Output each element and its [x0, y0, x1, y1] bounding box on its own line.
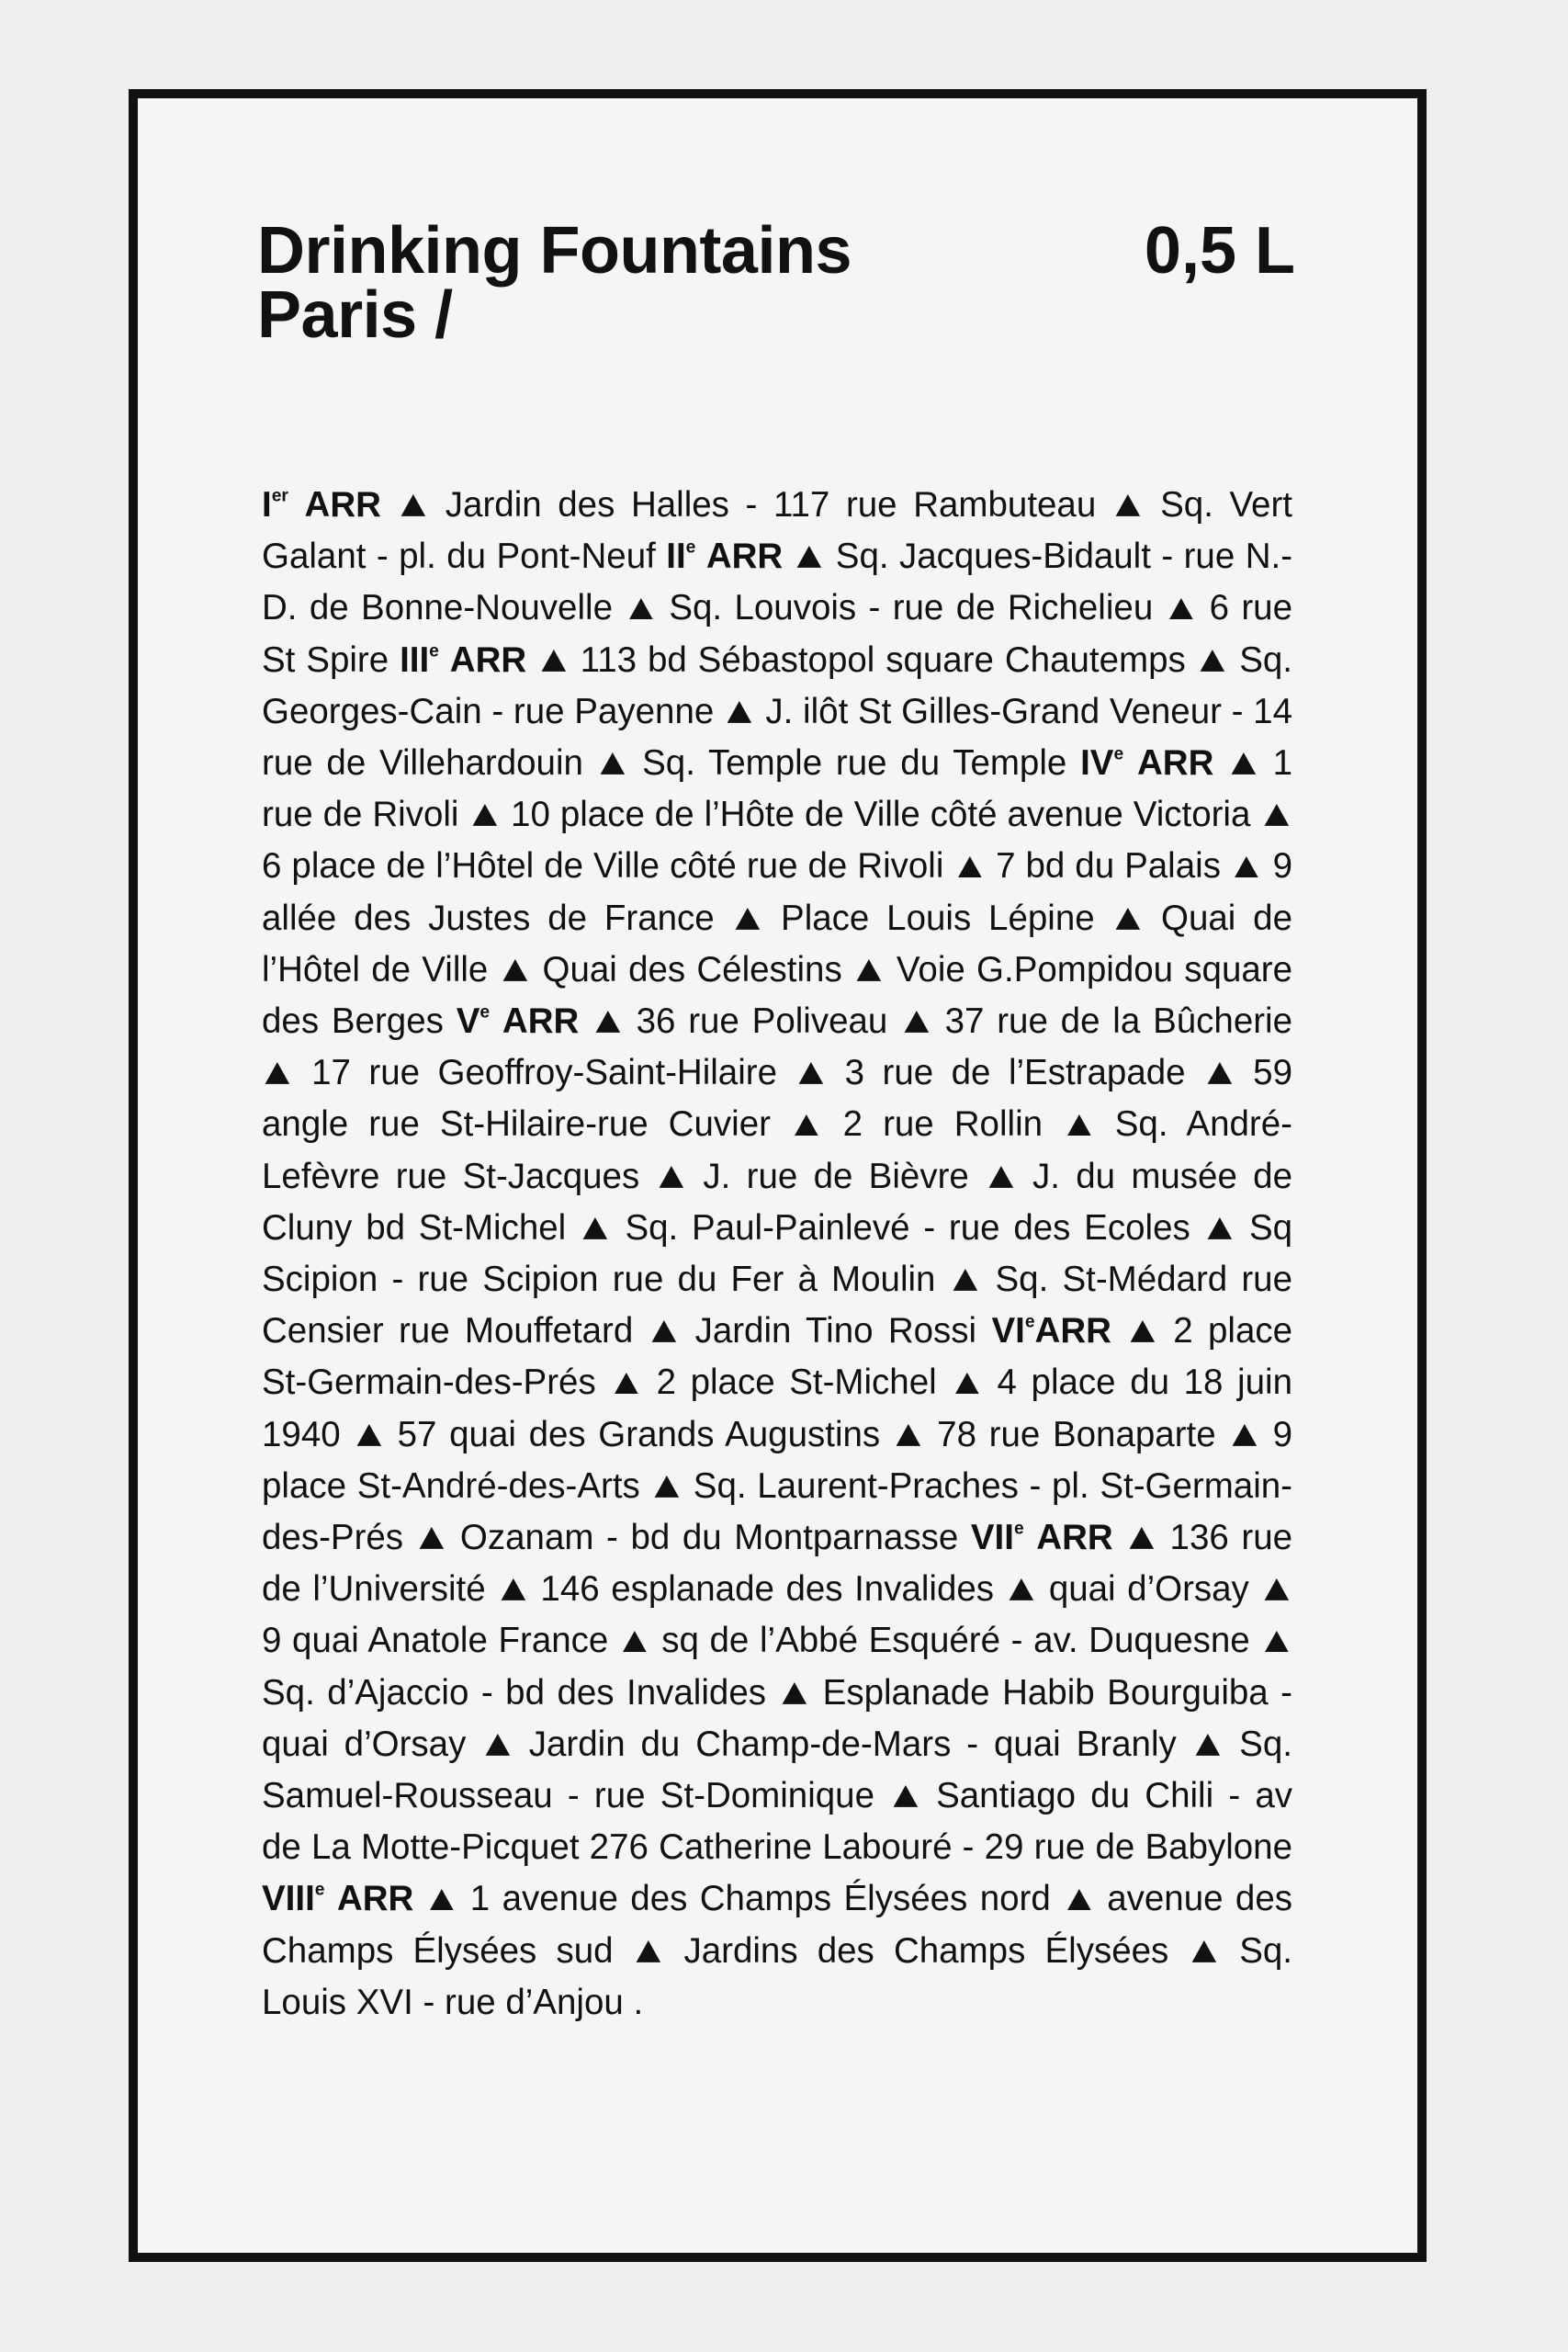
triangle-icon	[950, 1254, 982, 1306]
triangle-icon	[779, 1668, 811, 1719]
fountain-location: Voie G.Pompidou square des Berges	[262, 949, 1293, 1042]
arrondissement-ordinal: er	[271, 486, 288, 506]
fountain-location: sq de l’Abbé Esquéré - av. Duquesne	[661, 1621, 1250, 1661]
arrondissement-suffix: ARR	[490, 1001, 580, 1042]
fountain-location: 2 rue Rollin	[842, 1104, 1043, 1145]
fountain-location: Jardin des Halles - 117 rue Rambuteau	[445, 485, 1097, 525]
arrondissement-ordinal: e	[685, 537, 696, 558]
fountain-location: quai d’Orsay	[1048, 1569, 1249, 1610]
triangle-icon	[794, 531, 826, 582]
fountain-location: Jardins des Champs Élysées	[683, 1930, 1169, 1971]
fountain-location: 10 place de l’Hôte de Ville côté avenue Victoria	[511, 795, 1251, 835]
fountain-location: 146 esplanade des Invalides	[540, 1569, 995, 1610]
triangle-icon	[1112, 480, 1145, 531]
fountain-location: 6 rue St Spire	[262, 588, 1292, 680]
arrondissement-suffix: ARR	[695, 537, 784, 577]
triangle-icon	[353, 1409, 385, 1461]
arrondissement-numeral: IV	[1080, 743, 1114, 784]
fountain-location: Sq. Louis XVI - rue d’Anjou .	[262, 1930, 1293, 2022]
volume-label: 0,5 L	[1144, 214, 1295, 288]
title-line-1: Drinking Fountains	[257, 214, 852, 288]
triangle-icon	[656, 1151, 688, 1203]
triangle-icon	[649, 1306, 681, 1357]
triangle-icon	[1063, 1873, 1095, 1925]
fountain-location: J. rue de Bièvre	[703, 1156, 969, 1196]
triangle-icon	[1126, 1306, 1158, 1357]
fountain-location: 2 place St-Michel	[656, 1363, 937, 1403]
fountain-location: Jardin du Champ-de-Mars - quai Branly	[528, 1724, 1177, 1764]
triangle-icon	[1188, 1926, 1220, 1977]
triangle-icon	[398, 480, 430, 531]
arrondissement-label	[400, 640, 526, 680]
triangle-icon	[597, 738, 629, 789]
fountain-location: Santiago du Chili - av de La Motte-Picquet 276 Catherine Labouré - 29 rue de Babylone	[262, 1776, 1293, 1868]
triangle-icon	[1006, 1564, 1038, 1615]
triangle-icon	[416, 1512, 448, 1564]
arrondissement-ordinal: e	[1113, 744, 1124, 764]
arrondissement-ordinal: e	[1024, 1312, 1035, 1332]
fountain-location: 1 avenue des Champs Élysées nord	[469, 1879, 1051, 1919]
triangle-icon	[1203, 1047, 1235, 1099]
arrondissement-label	[457, 1001, 580, 1041]
triangle-icon	[1192, 1719, 1224, 1770]
triangle-icon	[1260, 1564, 1292, 1615]
fountain-location: 9 place St-André-des-Arts	[262, 1414, 1293, 1506]
triangle-icon	[795, 1047, 828, 1099]
triangle-icon	[951, 1357, 983, 1408]
arrondissement-suffix: ARR	[1034, 1311, 1111, 1351]
fountain-location: 78 rue Bonaparte	[937, 1414, 1216, 1454]
fountain-location: J. du musée de Cluny bd St-Michel	[262, 1156, 1292, 1248]
fountain-location: Jardin Tino Rossi	[694, 1311, 977, 1351]
arrondissement-label	[971, 1518, 1113, 1557]
fountain-location: 57 quai des Grands Augustins	[397, 1414, 881, 1454]
triangle-icon	[426, 1873, 458, 1925]
poster-title	[257, 214, 852, 352]
fountain-location: Sq. Louvois - rue de Richelieu	[669, 588, 1154, 628]
fountain-location: 7 bd du Palais	[996, 846, 1221, 887]
fountain-location: J. ilôt St Gilles-Grand Veneur - 14 rue de Villehardouin	[262, 691, 1293, 784]
fountain-location: 36 rue Poliveau	[636, 1001, 888, 1042]
arrondissement-ordinal: e	[314, 1881, 325, 1901]
fountain-listing	[262, 480, 1292, 2029]
fountain-location: Sq Scipion - rue Scipion rue du Fer à Moulin	[262, 1207, 1293, 1300]
arrondissement-label	[666, 537, 783, 576]
arrondissement-numeral: VI	[991, 1311, 1025, 1351]
fountain-location: Sq. Vert Galant - pl. du Pont-Neuf	[262, 485, 1292, 577]
arrondissement-suffix: ARR	[438, 639, 527, 680]
arrondissement-ordinal: e	[429, 641, 439, 662]
triangle-icon	[610, 1357, 642, 1408]
fountain-location: Sq. André-Lefèvre rue St-Jacques	[262, 1104, 1292, 1196]
triangle-icon	[1260, 789, 1292, 841]
fountain-location: Sq. Georges-Cain - rue Payenne	[262, 639, 1292, 731]
triangle-icon	[1063, 1099, 1095, 1150]
arrondissement-numeral: II	[666, 537, 686, 577]
triangle-icon	[650, 1461, 682, 1512]
arrondissement-label	[262, 1879, 413, 1918]
fountain-location: Sq. d’Ajaccio - bd des Invalides	[262, 1672, 766, 1713]
arrondissement-ordinal: e	[479, 1002, 491, 1023]
fountain-location: 59 angle rue St-Hilaire-rue Cuvier	[262, 1053, 1292, 1145]
triangle-icon	[481, 1719, 513, 1770]
triangle-icon	[592, 996, 624, 1047]
triangle-icon	[953, 841, 986, 892]
fountain-location: 3 rue de l’Estrapade	[844, 1053, 1186, 1093]
fountain-location: avenue des Champs Élysées sud	[262, 1879, 1292, 1971]
fountain-location: Place Louis Lépine	[781, 898, 1095, 938]
triangle-icon	[1197, 635, 1229, 686]
fountain-location: 6 place de l’Hôtel de Ville côté rue de Rivoli	[262, 846, 944, 887]
triangle-icon	[853, 944, 886, 996]
arrondissement-numeral: III	[400, 639, 430, 680]
arrondissement-label	[1080, 743, 1213, 783]
triangle-icon	[732, 893, 764, 944]
triangle-icon	[1204, 1203, 1236, 1254]
triangle-icon	[497, 1564, 529, 1615]
fountain-location: 136 rue de l’Université	[262, 1518, 1293, 1610]
triangle-icon	[724, 686, 756, 738]
arrondissement-numeral: V	[456, 1001, 480, 1042]
fountain-location: 17 rue Geoffroy-Saint-Hilaire	[311, 1053, 778, 1093]
fountain-location: 4 place du 18 juin 1940	[262, 1363, 1292, 1454]
triangle-icon	[580, 1203, 612, 1254]
arrondissement-label	[991, 1311, 1111, 1351]
fountain-location: Sq. Temple rue du Temple	[642, 743, 1067, 784]
fountain-location: 37 rue de la Bûcherie	[944, 1001, 1293, 1042]
fountain-location: Sq. St-Médard rue Censier rue Mouffetard	[262, 1260, 1293, 1351]
triangle-icon	[889, 1770, 921, 1822]
arrondissement-ordinal: e	[1013, 1519, 1024, 1539]
triangle-icon	[500, 944, 532, 996]
triangle-icon	[619, 1615, 651, 1667]
fountain-location: Sq. Jacques-Bidault - rue N.-D. de Bonne-Nouvelle	[262, 537, 1293, 628]
arrondissement-suffix: ARR	[1123, 743, 1214, 784]
triangle-icon	[625, 582, 657, 634]
fountain-location: Sq. Laurent-Praches - pl. St-Germain-des-Prés	[262, 1465, 1292, 1558]
triangle-icon	[1112, 893, 1145, 944]
arrondissement-suffix: ARR	[288, 485, 381, 525]
fountain-location: Quai des Célestins	[542, 949, 842, 989]
fountain-location: Quai de l’Hôtel de Ville	[262, 898, 1292, 989]
triangle-icon	[468, 789, 501, 841]
arrondissement-suffix: ARR	[1023, 1518, 1113, 1558]
fountain-location: 9 allée des Justes de France	[262, 846, 1293, 938]
title-line-2: Paris /	[257, 278, 453, 352]
triangle-icon	[900, 996, 932, 1047]
triangle-icon	[1227, 738, 1259, 789]
arrondissement-numeral: VIII	[262, 1879, 315, 1919]
arrondissement-suffix: ARR	[324, 1879, 414, 1919]
arrondissement-label	[262, 485, 381, 525]
arrondissement-numeral: VII	[970, 1518, 1014, 1558]
triangle-icon	[262, 1047, 294, 1099]
triangle-icon	[633, 1926, 665, 1977]
arrondissement-numeral: I	[262, 485, 272, 525]
fountain-location: Esplanade Habib Bourguiba - quai d’Orsay	[262, 1672, 1293, 1764]
triangle-icon	[1231, 841, 1263, 892]
fountain-location: 2 place St-Germain-des-Prés	[262, 1311, 1293, 1403]
fountain-location: 113 bd Sébastopol square Chautemps	[580, 639, 1186, 680]
triangle-icon	[537, 635, 570, 686]
fountain-location: Sq. Paul-Painlevé - rue des Ecoles	[625, 1207, 1190, 1248]
triangle-icon	[1228, 1409, 1260, 1461]
fountain-location: 1 rue de Rivoli	[262, 743, 1293, 835]
fountain-location: Ozanam - bd du Montparnasse	[459, 1518, 959, 1558]
triangle-icon	[893, 1409, 925, 1461]
triangle-icon	[791, 1099, 823, 1150]
triangle-icon	[1166, 582, 1198, 634]
triangle-icon	[1125, 1512, 1157, 1564]
triangle-icon	[1260, 1615, 1292, 1667]
fountain-location: 9 quai Anatole France	[262, 1621, 609, 1661]
fountain-location: Sq. Samuel-Rousseau - rue St-Dominique	[262, 1724, 1292, 1816]
poster-header	[257, 214, 1295, 366]
triangle-icon	[985, 1151, 1017, 1203]
